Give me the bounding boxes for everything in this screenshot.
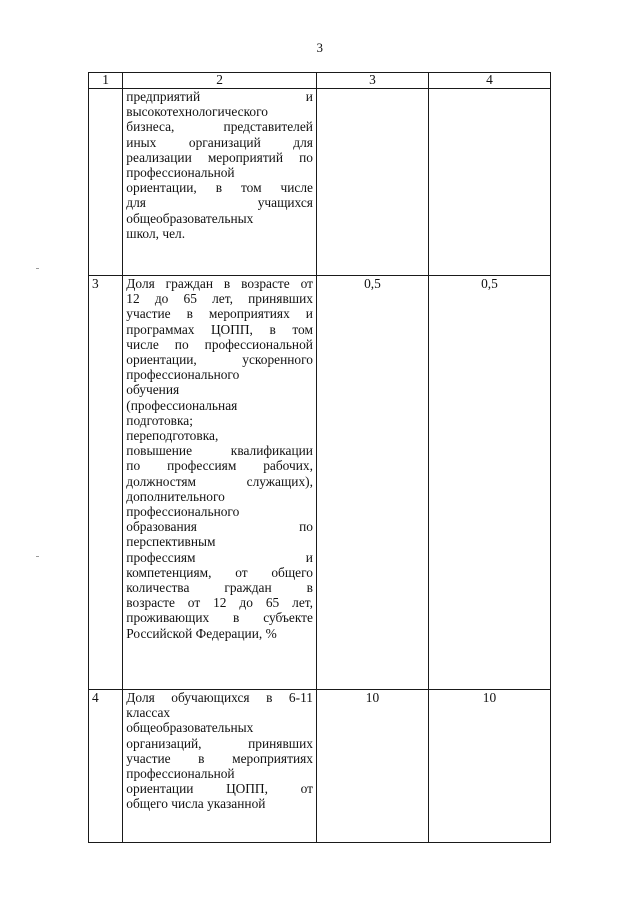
description-line: ориентации, в том числе	[126, 180, 313, 196]
description-line: общего числа указанной	[126, 796, 266, 812]
description-line: компетенциям, от общего	[126, 564, 313, 580]
table-row	[89, 89, 551, 276]
description-line: общеобразовательных	[126, 720, 254, 736]
indicator-description	[126, 89, 313, 241]
description-line: профессиональной	[126, 165, 235, 181]
header-cell-2: 2	[123, 73, 317, 89]
description-line: возрасте от 12 до 65 лет,	[126, 595, 313, 611]
description-line: предприятий и	[126, 89, 313, 104]
description-line: перспективным	[126, 534, 216, 550]
description-line: программах ЦОПП, в том	[126, 321, 313, 337]
description-line: иных организаций для	[126, 134, 313, 150]
description-line: ориентации ЦОПП, от	[126, 781, 313, 797]
description-line: количества граждан в	[126, 580, 313, 596]
table-row	[89, 276, 551, 690]
header-cell-1: 1	[89, 73, 123, 89]
description-line: реализации мероприятий по	[126, 149, 313, 165]
indicator-description	[126, 690, 313, 812]
value-cell-col4: 10	[428, 690, 550, 843]
description-line: переподготовка,	[126, 428, 219, 444]
description-line: повышение квалификации	[126, 443, 313, 459]
description-line: профессионального	[126, 504, 240, 520]
description-line: (профессиональная	[126, 397, 238, 413]
description-line: профессиям и	[126, 549, 313, 565]
description-line: подготовка;	[126, 412, 193, 428]
description-line: высокотехнологического	[126, 104, 268, 120]
description-line: общеобразовательных	[126, 210, 254, 226]
description-line: Российской Федерации, %	[126, 625, 277, 641]
description-line: по профессиям рабочих,	[126, 458, 313, 474]
description-line: профессиональной	[126, 766, 235, 782]
description-line: образования по	[126, 519, 313, 535]
description-line: обучения	[126, 382, 180, 398]
table-header-row	[89, 73, 551, 89]
value-cell-col3: 0,5	[316, 276, 428, 690]
description-line: бизнеса, представителей	[126, 119, 313, 135]
indicator-description-cell	[123, 690, 317, 843]
row-number-cell	[89, 89, 123, 276]
description-line: Доля обучающихся в 6-11	[126, 690, 313, 705]
row-number-cell: 3	[89, 276, 123, 690]
description-line: участие в мероприятиях и	[126, 306, 313, 322]
description-line: профессионального	[126, 367, 240, 383]
value-cell-col3: 10	[316, 690, 428, 843]
description-line: дополнительного	[126, 488, 225, 504]
indicator-description-cell	[123, 89, 317, 276]
value-cell-col3	[316, 89, 428, 276]
value-cell-col4	[428, 89, 550, 276]
row-number-cell: 4	[89, 690, 123, 843]
page-number: 3	[316, 40, 324, 55]
description-line: участие в мероприятиях	[126, 750, 313, 766]
description-line: классах	[126, 705, 171, 721]
description-line: организаций, принявших	[126, 735, 313, 751]
description-line: ориентации, ускоренного	[126, 352, 313, 368]
description-line: для учащихся	[126, 195, 313, 211]
description-line: Доля граждан в возрасте от	[126, 276, 313, 291]
scan-margin-mark	[36, 556, 39, 557]
indicator-description	[126, 276, 313, 641]
indicators-table	[88, 72, 551, 843]
value-cell-col4: 0,5	[428, 276, 550, 690]
indicator-description-cell	[123, 276, 317, 690]
description-line: 12 до 65 лет, принявших	[126, 291, 313, 307]
header-cell-3: 3	[316, 73, 428, 89]
table-row	[89, 690, 551, 843]
description-line: числе по профессиональной	[126, 336, 313, 352]
description-line: проживающих в субъекте	[126, 610, 313, 626]
scan-margin-mark	[36, 268, 39, 269]
header-cell-4: 4	[428, 73, 550, 89]
description-line: должностям служащих),	[126, 473, 313, 489]
description-line: школ, чел.	[126, 225, 186, 241]
